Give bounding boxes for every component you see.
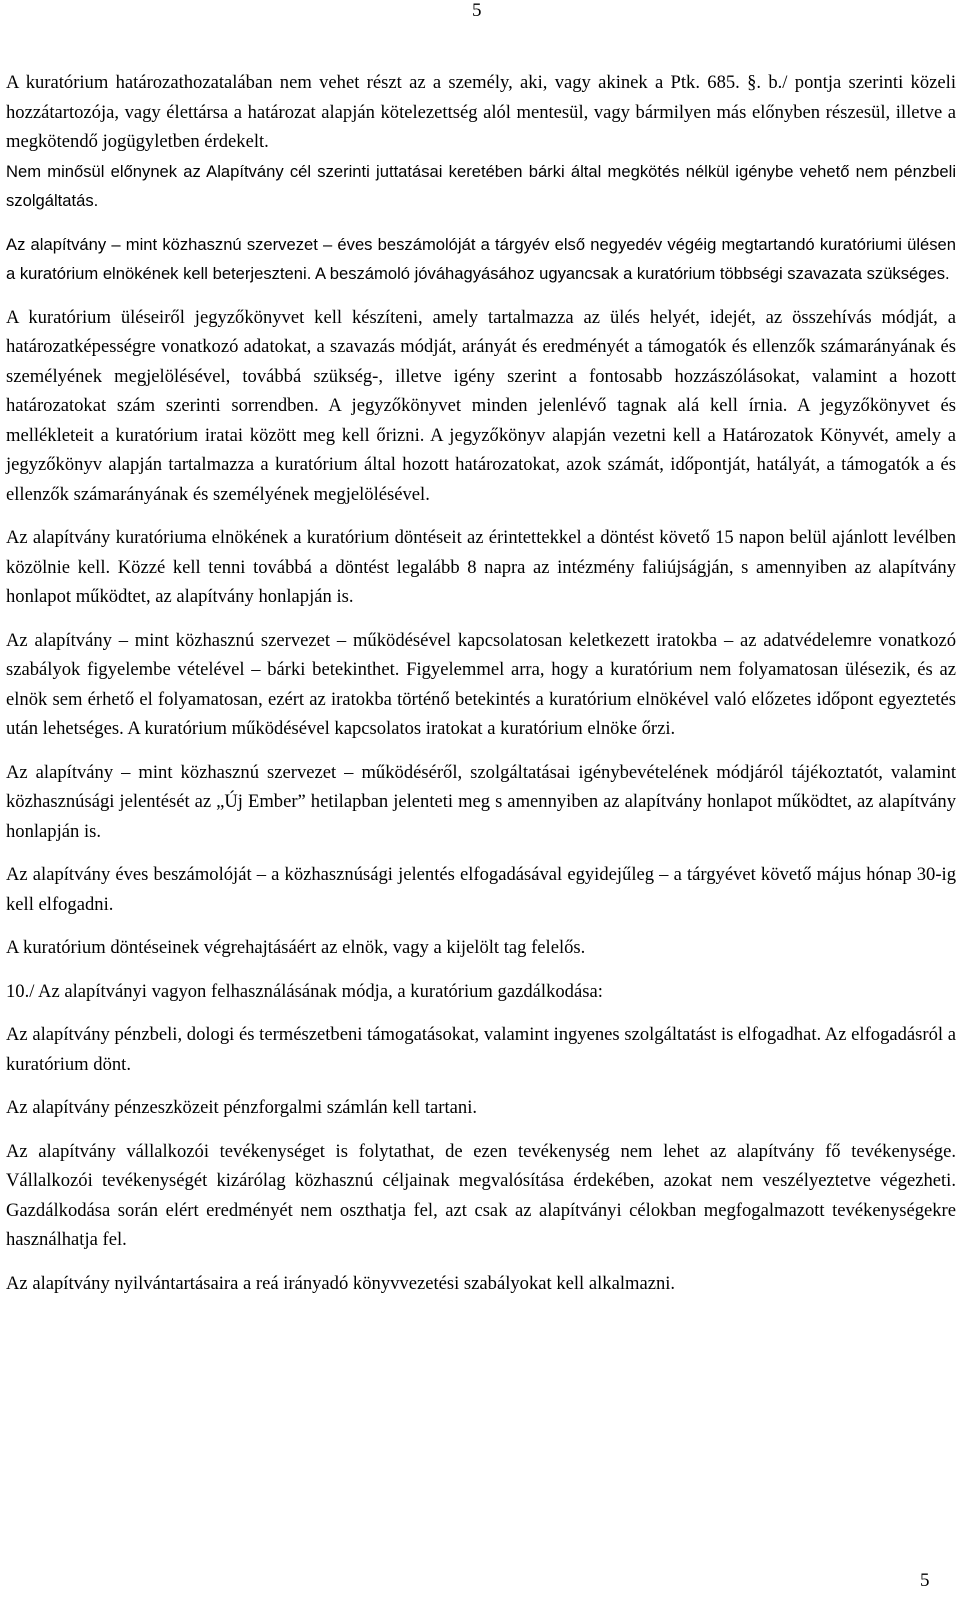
paragraph-document-access: Az alapítvány – mint közhasznú szervezet – működésével kapcsolatosan keletkezett iratokba – az adatvédelemre vonatkozó szabályok figyelembe vételével – bárki betekinthet. Figyelemmel arra, hogy a kuratórium nem folyamatosan ülésezik, és az elnök sem érhető el folyamatosan, ezért az iratokba történő betekintés a kuratórium elnökével való előzetes időpont egyeztetés után lehetséges. A kuratórium működésével kapcsolatos iratokat a kuratórium elnöke őrzi. bbox=[6, 629, 956, 739]
page-number-bottom: 5 bbox=[920, 1570, 930, 1591]
paragraph-decision-notice: Az alapítvány kuratóriuma elnökének a kuratórium döntéseit az érintettekkel a döntést követő 15 napon belül ajánlott levélben közölnie kell. Közzé kell tenni továbbá a döntést legalább 8 napra az intézmény faliújságján, s amennyiben az alapítvány honlapot működtet, az alapítvány honlapján is. bbox=[6, 527, 956, 607]
paragraph-bookkeeping: Az alapítvány nyilvántartásaira a reá irányadó könyvvezetési szabályokat kell alkalmazni. bbox=[6, 1272, 676, 1294]
paragraph-minutes: A kuratórium üléseiről jegyzőkönyvet kell készíteni, amely tartalmazza az ülés helyét, idejét, az összehívás módját, a határozatképességre vonatkozó adatokat, a szavazás módját, arányát és eredményét a támogatók és ellenzők számarányának és személyének megjelölésével, továbbá szükség-, illetve igény szerint a fontosabb hozzászólásokat, valamint a hozott határozatokat szám szerinti sorrendben. A jegyzőkönyvet minden jelenlévő tagnak alá kell írnia. A jegyzőkönyvet és mellékleteit a kuratórium iratai között meg kell őrizni. A jegyzőkönyv alapján vezetni kell a Határozatok Könyvét, amely a jegyzőkönyv alapján tartalmazza a kuratórium által hozott határozatokat, azok számát, időpontját, hatályát, a támogatók a és ellenzők számarányának és személyének megjelölésével. bbox=[6, 306, 956, 505]
paragraph-execution: A kuratórium döntéseinek végrehajtásáért az elnök, vagy a kijelölt tag felelős. bbox=[6, 937, 586, 958]
page-number-top: 5 bbox=[472, 0, 482, 21]
paragraph-donations: Az alapítvány pénzbeli, dologi és természetbeni támogatásokat, valamint ingyenes szolgáltatást is elfogadhat. Az elfogadásról a kuratórium dönt. bbox=[6, 1024, 956, 1075]
paragraph-business-activity: Az alapítvány vállalkozói tevékenységet is folytathat, de ezen tevékenység nem lehet az alapítvány fő tevékenysége. Vállalkozói tevékenységét kizárólag közhasznú céljainak megvalósítása érdekében, azokat nem veszélyeztetve végezheti. Gazdálkodása során elért eredményét nem oszthatja fel, azt csak az alapítványi célokban megfogalmazott tevékenységekre használhatja fel. bbox=[6, 1140, 956, 1250]
document-body bbox=[6, 68, 956, 1312]
paragraph-annual-report: Az alapítvány – mint közhasznú szervezet – éves beszámolóját a tárgyév első negyedév végéig megtartandó kuratóriumi ülésen a kuratórium elnökének kell beterjeszteni. A beszámoló jóváhagyásához ugyancsak a kuratórium többségi szavazata szükséges. bbox=[6, 234, 956, 283]
section-heading-10: 10./ Az alapítványi vagyon felhasználásának módja, a kuratórium gazdálkodása: bbox=[6, 980, 603, 1002]
paragraph-conflict-of-interest: A kuratórium határozathozatalában nem vehet részt az a személy, aki, vagy akinek a Ptk. 685. §. b./ pontja szerinti közeli hozzátartozója, vagy élettársa a határozat alapján kötelezettség alól mentesül, vagy bármilyen más előnyben részesül, illetve a megkötendő jogügyletben érdekelt. bbox=[6, 72, 956, 152]
paragraph-non-benefit: Nem minősül előnynek az Alapítvány cél szerinti juttatásai keretében bárki által megkötés nélkül igénybe vehető nem pénzbeli szolgáltatás. bbox=[6, 161, 956, 210]
paragraph-report-approval: Az alapítvány éves beszámolóját – a közhasznúsági jelentés elfogadásával egyidejűleg – a tárgyévet követő május hónap 30-ig kell elfogadni. bbox=[6, 864, 956, 915]
paragraph-publication: Az alapítvány – mint közhasznú szervezet – működéséről, szolgáltatásai igénybevételének módjáról tájékoztatót, valamint közhasznúsági jelentését az „Új Ember” hetilapban jelenteti meg s amennyiben az alapítvány honlapot működtet, az alapítvány honlapján is. bbox=[6, 761, 956, 842]
paragraph-bank-account: Az alapítvány pénzeszközeit pénzforgalmi számlán kell tartani. bbox=[6, 1097, 478, 1118]
